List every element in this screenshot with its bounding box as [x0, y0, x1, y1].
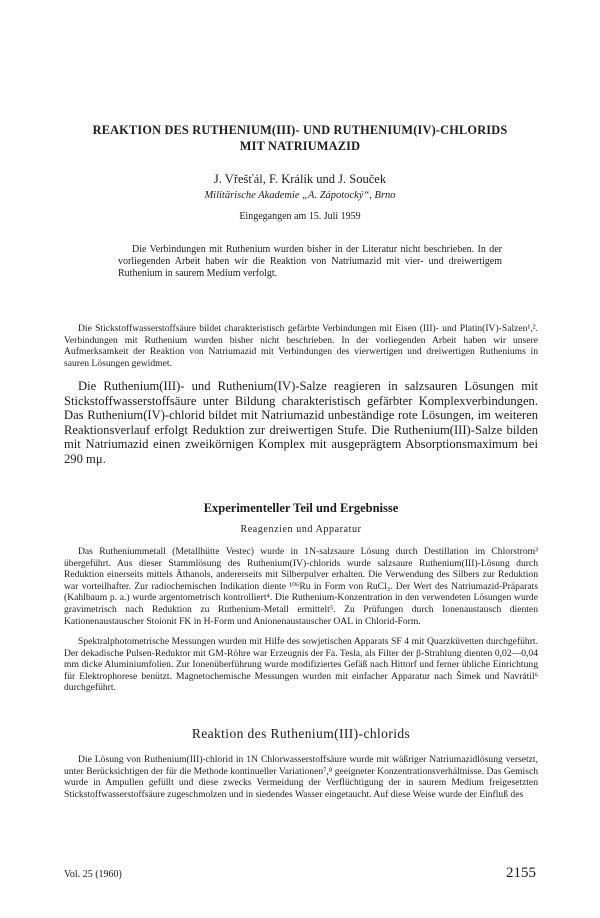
page-number: 2155: [506, 865, 536, 881]
title-line-1: REAKTION DES RUTHENIUM(III)- UND RUTHENIUM(IV)-CHLORIDS: [92, 123, 508, 137]
body-paragraph-apparatus: Spektralphotometrische Messungen wurden mit Hilfe des sowjetischen Apparats SF 4 mit Quarzküvetten durchgeführt. Der dekadische Pulsen-Reduktor mit GM-Röhre war Erzeugnis der Fa. Tesla, als Filter der β-Strahlung dienten 0,02—0,04 mm dicke Aluminiumfolien. Zur Ionenüberführung wurde modifiziertes Gefäß nach Hittorf und ferner übliche Einrichtung für Elektrophorese benützt. Magnetochemische Messungen wurden mit einfacher Apparatur nach Šimek und Navrátil⁶ durchgeführt.: [64, 636, 538, 694]
author-list: J. Vřešťál, F. Králík und J. Souček: [213, 172, 387, 186]
journal-volume: Vol. 25 (1960): [64, 869, 122, 880]
affiliation: Militärische Akademie „A. Zápotocký“, Brno: [204, 190, 396, 201]
title-line-2: MIT NATRIUMAZID: [239, 139, 361, 153]
subsection-heading-reagents: Reagenzien und Apparatur: [240, 524, 362, 535]
body-paragraph-reagents: Das Rutheniummetall (Metallhütte Vestec) wurde in 1N-salzsaure Lösung durch Destillation im Chlorstrom³ übergeführt. Aus dieser Stammlösung des Ruthenium(IV)-chlorids wurde salzsaure Ruthenium(III)-Lösung durch Reduktion einerseits mittels Äthanols, andererseits mit Silberpulver erhalten. Die Verwendung des Silbers zur Reduktion war vorteilhafter. Zur radiochemischen Indikation diente ¹⁰⁶Ru in Form von RuCl₃. Der Wert des Natriumazid-Präparats (Kahlbaum p. a.) wurde argentometrisch kontrolliert⁴. Die Ruthenium-Konzentration in den verwendeten Lösungen wurde gravimetrisch nach Reduktion zu Ruthenium-Metall ermittelt⁵. Zu Prüfungen durch Ionenaustausch dienten Kationenaustauscher Stoionit FK in H-Form und Anionenaustauscher OAL in Chlorid-Form.: [64, 546, 538, 627]
paper-title: [80, 122, 520, 154]
intro-paragraph: Die Stickstoffwasserstoffsäure bildet charakteristisch gefärbte Verbindungen mit Eisen (III)- und Platin(IV)-Salzen¹,². Verbindungen mit Ruthenium wurden bisher nicht beschrieben. In der vorliegenden Arbeit haben wir unsere Aufmerksamkeit der Reaktion von Natriumazid mit Verbindungen des vierwertigen und dreiwertigen Rutheniums in sauren Lösungen gewidmet.: [64, 323, 538, 369]
received-date: Eingegangen am 15. Juli 1959: [239, 211, 361, 222]
summary-paragraph: Die Ruthenium(III)- und Ruthenium(IV)-Salze reagieren in salzsauren Lösungen mit Stickstoffwasserstoffsäure unter Bildung charakteristisch gefärbter Komplexverbindungen. Das Ruthenium(IV)-chlorid bildet mit Natriumazid unbeständige rote Lösungen, im weiteren Reaktionsverlauf erfolgt Reduktion zur dreiwertigen Stufe. Die Ruthenium(III)-Salze bilden mit Natriumazid einen zweikörnigen Komplex mit ausgeprägtem Absorptionsmaximum bei 290 mμ.: [64, 379, 538, 466]
section-heading-ruthenium-iii: Reaktion des Ruthenium(III)-chlorids: [191, 726, 411, 741]
body-paragraph-reaction: Die Lösung von Ruthenium(III)-chlorid in 1N Chlorwasserstoffsäure wurde mit wäßriger Natriumazidlösung versetzt, unter Berücksichtigen der für die Methode kontinueller Variationen⁷,⁸ geeigneter Konzentrationsverhältnisse. Das Gemisch wurde in Ampullen gefüllt und diese zwecks Vermeidung der Verflüchtigung der in saurem Medium freigesetzten Stickstoffwasserstoffsäure zugeschmolzen und in siedendes Wasser eingetaucht. Auf diese Weise wurde der Einfluß des: [64, 754, 538, 800]
abstract: Die Verbindungen mit Ruthenium wurden bisher in der Literatur nicht beschrieben. In der vorliegenden Arbeit haben wir die Reaktion von Natriumazid mit vier- und dreiwertigem Ruthenium in saurem Medium verfolgt.: [118, 244, 502, 280]
section-heading-experimental: Experimenteller Teil und Ergebnisse: [203, 501, 399, 515]
